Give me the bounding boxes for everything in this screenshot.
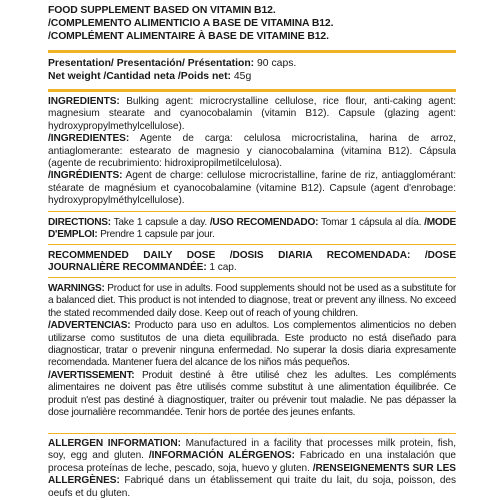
divider-bar bbox=[48, 50, 456, 53]
ingredients-en-text: Bulking agent: microcrystalline cellulose, rice flour, anti-caking agent: magnesium stearate and cyanocobalamin (vitamin B12). Capsule (glazing agent: hydroxypropylmethylcellulose). bbox=[48, 96, 456, 132]
title-en: FOOD SUPPLEMENT BASED ON VITAMIN B12. bbox=[48, 5, 276, 16]
directions-fr-label: /MODE D'EMPLOI: bbox=[48, 217, 457, 241]
directions-es-text: Tomar 1 cápsula al día. bbox=[320, 217, 422, 228]
allergen-fr-text: Fabriqué dans un établissement qui traite du lait, du soja, poisson, des oeufs et du gluten. bbox=[48, 475, 456, 499]
daily-dose-value: 1 cap. bbox=[209, 262, 237, 274]
warnings-es-text: Producto para uso en adultos. Los complementos alimenticios no deben utilizarse como sustitutos de una dieta equilibrada. Este producto no está diseñado para diagnosticar, tratar o prevenir ninguna enfermedad. No superar la dosis diaria expresamente recomendada. Mantener fuera del alcance de los niños más pequeños. bbox=[48, 320, 456, 369]
ingredients-fr-text: Agent de charge: cellulose microcristalline, farine de riz, antiagglomérant: stéarate de magnésium et cyanocobalamine (vitamine B12). Capsule (agent d'enrobage: hydroxypropylméthylcellulose). bbox=[48, 170, 456, 207]
title-fr: /COMPLÉMENT ALIMENTAIRE À BASE DE VITAMINE B12. bbox=[48, 31, 329, 42]
warnings-section bbox=[48, 283, 456, 419]
divider-line bbox=[48, 211, 456, 212]
divider-line bbox=[48, 433, 456, 434]
presentation-label: Presentation/ Presentación/ Présentation: bbox=[48, 58, 255, 69]
divider-bar bbox=[48, 89, 456, 92]
allergen-es-label: /INFORMACIÓN ALÉRGENOS: bbox=[148, 450, 295, 462]
allergen-section bbox=[48, 438, 456, 500]
warnings-en-text: Product for use in adults. Food supplements should not be used as a substitute for a balanced diet. This product is not intended to diagnose, treat or prevent any illness. No exceed the stated recommended daily dose. Keep out of reach of young children. bbox=[48, 283, 456, 319]
directions-fr-text: Prendre 1 capsule par jour. bbox=[100, 229, 215, 241]
warnings-es-label: /ADVERTENCIAS: bbox=[48, 320, 131, 332]
net-weight-value: 45g bbox=[233, 71, 252, 82]
daily-dose-section bbox=[48, 250, 456, 275]
net-weight-label: Net weight /Cantidad neta /Poids net: bbox=[48, 71, 232, 82]
directions-section bbox=[48, 217, 456, 242]
divider-line bbox=[48, 244, 456, 245]
ingredients-fr-label: /INGRÉDIENTS: bbox=[48, 170, 123, 182]
warnings-en-label: WARNINGS: bbox=[48, 283, 105, 294]
ingredients-section bbox=[48, 96, 456, 208]
ingredients-en-label: INGREDIENTS: bbox=[48, 96, 120, 107]
allergen-en-text: Manufactured in a facility that processes milk protein, fish, soy, egg and gluten. bbox=[48, 438, 456, 462]
ingredients-es-label: /INGREDIENTES: bbox=[48, 133, 130, 145]
warnings-fr-text: Produit destiné à être utilisé chez les adultes. Les compléments alimentaires ne doivent pas être utilisés comme substitut à une alimentation équilibrée. Ce produit n'est pas destiné à diagnostiquer, traiter ou prévenir tout maladie. Ne pas dépasser la dose journalière recommandée. Tenir hors de portée des jeunes enfants. bbox=[48, 369, 456, 419]
divider-line bbox=[48, 277, 456, 278]
allergen-es-text: Fabricado en una instalación que procesa proteínas de leche, pescado, soja, huevo y gluten. bbox=[48, 450, 456, 474]
warnings-fr-label: /AVERTISSEMENT: bbox=[48, 369, 135, 381]
daily-dose-label: RECOMMENDED DAILY DOSE /DOSIS DIARIA RECOMENDADA: /DOSE JOURNALIÈRE RECOMMANDÉE: bbox=[48, 250, 456, 274]
directions-es-label: /USO RECOMENDADO: bbox=[209, 217, 319, 228]
ingredients-es-text: Agente de carga: celulosa microcristalina, harina de arroz, antiaglomerante: estearato de magnesio y cianocobalamina (vitamina B12). Cápsula (agente de recubrimiento: hidroxipropilmetilcelulosa). bbox=[48, 133, 456, 170]
directions-en-label: DIRECTIONS: bbox=[48, 217, 111, 228]
directions-en-text: Take 1 capsule a day. bbox=[113, 217, 207, 228]
supplement-label bbox=[48, 0, 456, 499]
product-title bbox=[48, 4, 456, 43]
presentation-block bbox=[48, 57, 456, 83]
title-es: /COMPLEMENTO ALIMENTICIO A BASE DE VITAMINA B12. bbox=[48, 18, 334, 29]
presentation-value: 90 caps. bbox=[257, 58, 297, 69]
allergen-fr-label: /RENSEIGNEMENTS SUR LES ALLERGÈNES: bbox=[48, 462, 456, 487]
allergen-en-label: ALLERGEN INFORMATION: bbox=[48, 438, 181, 449]
